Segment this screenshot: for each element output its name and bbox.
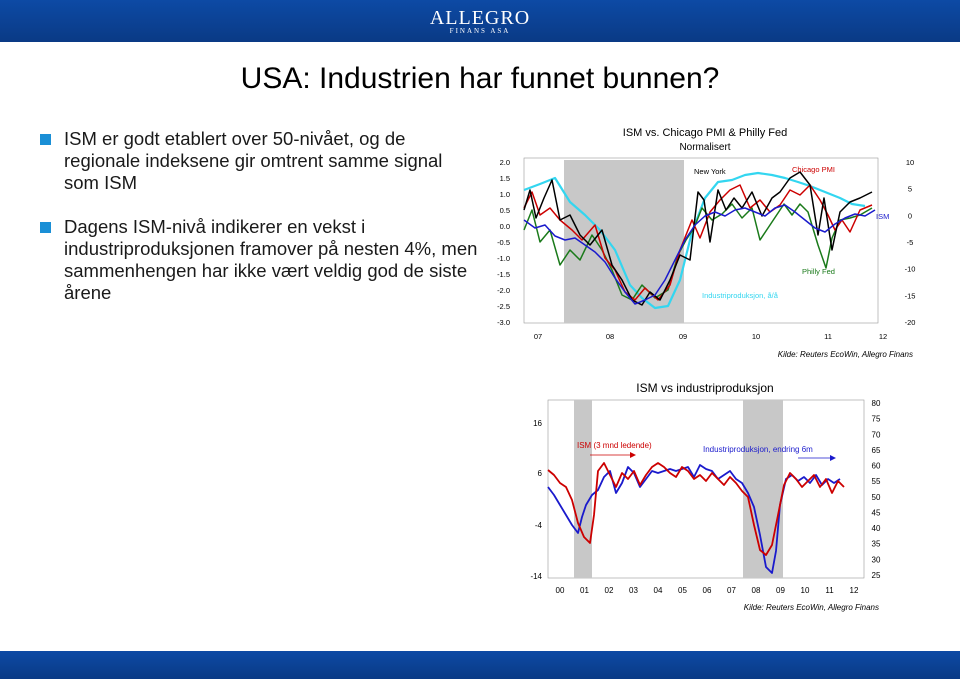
- chart2-left-axis: [530, 419, 542, 581]
- bullet-list: [40, 128, 480, 326]
- left-tick-label: -1.0: [497, 254, 510, 263]
- arrow-head-icon: [630, 452, 636, 458]
- chart2-frame: [548, 400, 864, 578]
- chart1-subtitle: Normalisert: [679, 142, 731, 153]
- label-philly: Philly Fed: [802, 267, 835, 276]
- bullet-text: ISM er godt etablert over 50-nivået, og de regionale indeksene gir omtrent samme signal som ISM: [64, 128, 443, 193]
- allegro-logo: [0, 0, 960, 42]
- right-tick-label: 55: [871, 477, 881, 487]
- x-tick-label: 01: [580, 586, 589, 595]
- left-tick-label: -0.5: [497, 238, 510, 247]
- chart1-title: ISM vs. Chicago PMI & Philly Fed: [622, 127, 788, 139]
- right-tick-label: -15: [904, 291, 916, 301]
- left-tick-label: 6: [537, 469, 542, 478]
- x-tick-label: 10: [751, 332, 761, 341]
- bullet-item: [40, 128, 480, 194]
- arrow-head-icon: [830, 455, 836, 461]
- right-tick-label: 30: [871, 555, 881, 565]
- x-tick-label: 04: [653, 586, 663, 595]
- chart2-x-axis: [556, 586, 859, 595]
- bullet-square-icon: [40, 134, 51, 145]
- right-tick-label: 60: [871, 461, 881, 471]
- left-tick-label: -3.0: [497, 318, 510, 327]
- right-tick-label: 0: [907, 211, 913, 221]
- right-tick-label: 40: [871, 524, 881, 534]
- left-tick-label: -14: [530, 572, 542, 581]
- chart-ism-vs-industriproduksjon: [520, 375, 900, 620]
- x-tick-label: 05: [678, 586, 687, 595]
- label-ism: ISM: [876, 212, 890, 221]
- logo-sub-text: FINANS ASA: [449, 27, 511, 35]
- x-tick-label: 10: [800, 586, 810, 595]
- bullet-square-icon: [40, 222, 51, 233]
- chart1-x-axis: [534, 332, 887, 341]
- label-industriproduksjon: Industriproduksjon, endring 6m: [703, 445, 813, 454]
- x-tick-label: 06: [702, 586, 712, 595]
- chart1-left-axis: [497, 158, 510, 327]
- recession-shade: [574, 400, 592, 578]
- left-tick-label: -4: [534, 521, 542, 530]
- left-tick-label: 1.0: [499, 190, 510, 199]
- right-tick-label: 65: [871, 445, 881, 455]
- x-tick-label: 12: [878, 332, 888, 341]
- right-tick-label: 75: [871, 414, 881, 424]
- x-tick-label: 09: [776, 586, 785, 595]
- x-tick-label: 08: [605, 332, 615, 341]
- bullet-text: Dagens ISM-nivå indikerer en vekst i industriproduksjonen framover på nesten 4%, men sammenhengen har ikke vært veldig god de siste årene: [64, 216, 478, 303]
- chart1-right-axis: [905, 158, 916, 327]
- x-tick-label: 03: [629, 586, 638, 595]
- right-tick-label: 50: [871, 492, 881, 502]
- left-tick-label: -1.5: [497, 270, 510, 279]
- label-new-york: New York: [694, 167, 726, 176]
- right-tick-label: -5: [906, 238, 914, 247]
- left-tick-label: -2.5: [497, 302, 510, 311]
- right-tick-label: 10: [905, 158, 915, 167]
- left-tick-label: 2.0: [499, 158, 510, 167]
- logo-main-text: ALLEGRO: [429, 7, 531, 29]
- right-tick-label: -10: [904, 264, 916, 274]
- label-chicago: Chicago PMI: [792, 165, 835, 174]
- chart2-title: ISM vs industriproduksjon: [636, 381, 774, 395]
- left-tick-label: -2.0: [497, 286, 510, 295]
- x-tick-label: 08: [751, 586, 761, 595]
- x-tick-label: 12: [849, 586, 859, 595]
- chart2-right-axis: [872, 399, 881, 580]
- x-tick-label: 11: [825, 586, 834, 595]
- chart1-source: Kilde: Reuters EcoWin, Allegro Finans: [777, 350, 913, 359]
- right-tick-label: -20: [904, 318, 916, 327]
- right-tick-label: 5: [907, 184, 913, 194]
- series-line-ism: [548, 463, 844, 555]
- slide-title: USA: Industrien har funnet bunnen?: [240, 62, 720, 95]
- chart2-source: Kilde: Reuters EcoWin, Allegro Finans: [743, 603, 879, 612]
- footer-bar: [0, 651, 960, 679]
- right-tick-label: 25: [871, 571, 881, 580]
- left-tick-label: 1.5: [499, 174, 510, 183]
- right-tick-label: 35: [871, 539, 881, 549]
- x-tick-label: 09: [678, 332, 688, 341]
- left-tick-label: 0.0: [499, 222, 510, 231]
- recession-shade: [564, 160, 684, 323]
- left-tick-label: 0.5: [499, 206, 510, 215]
- chart-ism-vs-regional: [480, 120, 940, 370]
- label-ism-3mnd: ISM (3 mnd ledende): [577, 441, 652, 450]
- label-industri: Industriproduksjon, å/å: [702, 291, 778, 300]
- x-tick-label: 07: [727, 586, 736, 595]
- x-tick-label: 00: [555, 586, 565, 595]
- right-tick-label: 45: [871, 508, 881, 518]
- left-tick-label: 16: [533, 419, 542, 428]
- right-tick-label: 70: [871, 430, 881, 440]
- x-tick-label: 02: [604, 586, 614, 595]
- bullet-item: [40, 216, 480, 304]
- x-tick-label: 07: [533, 332, 543, 341]
- x-tick-label: 11: [824, 332, 832, 341]
- chart2-series: [548, 463, 844, 573]
- right-tick-label: 80: [871, 399, 881, 408]
